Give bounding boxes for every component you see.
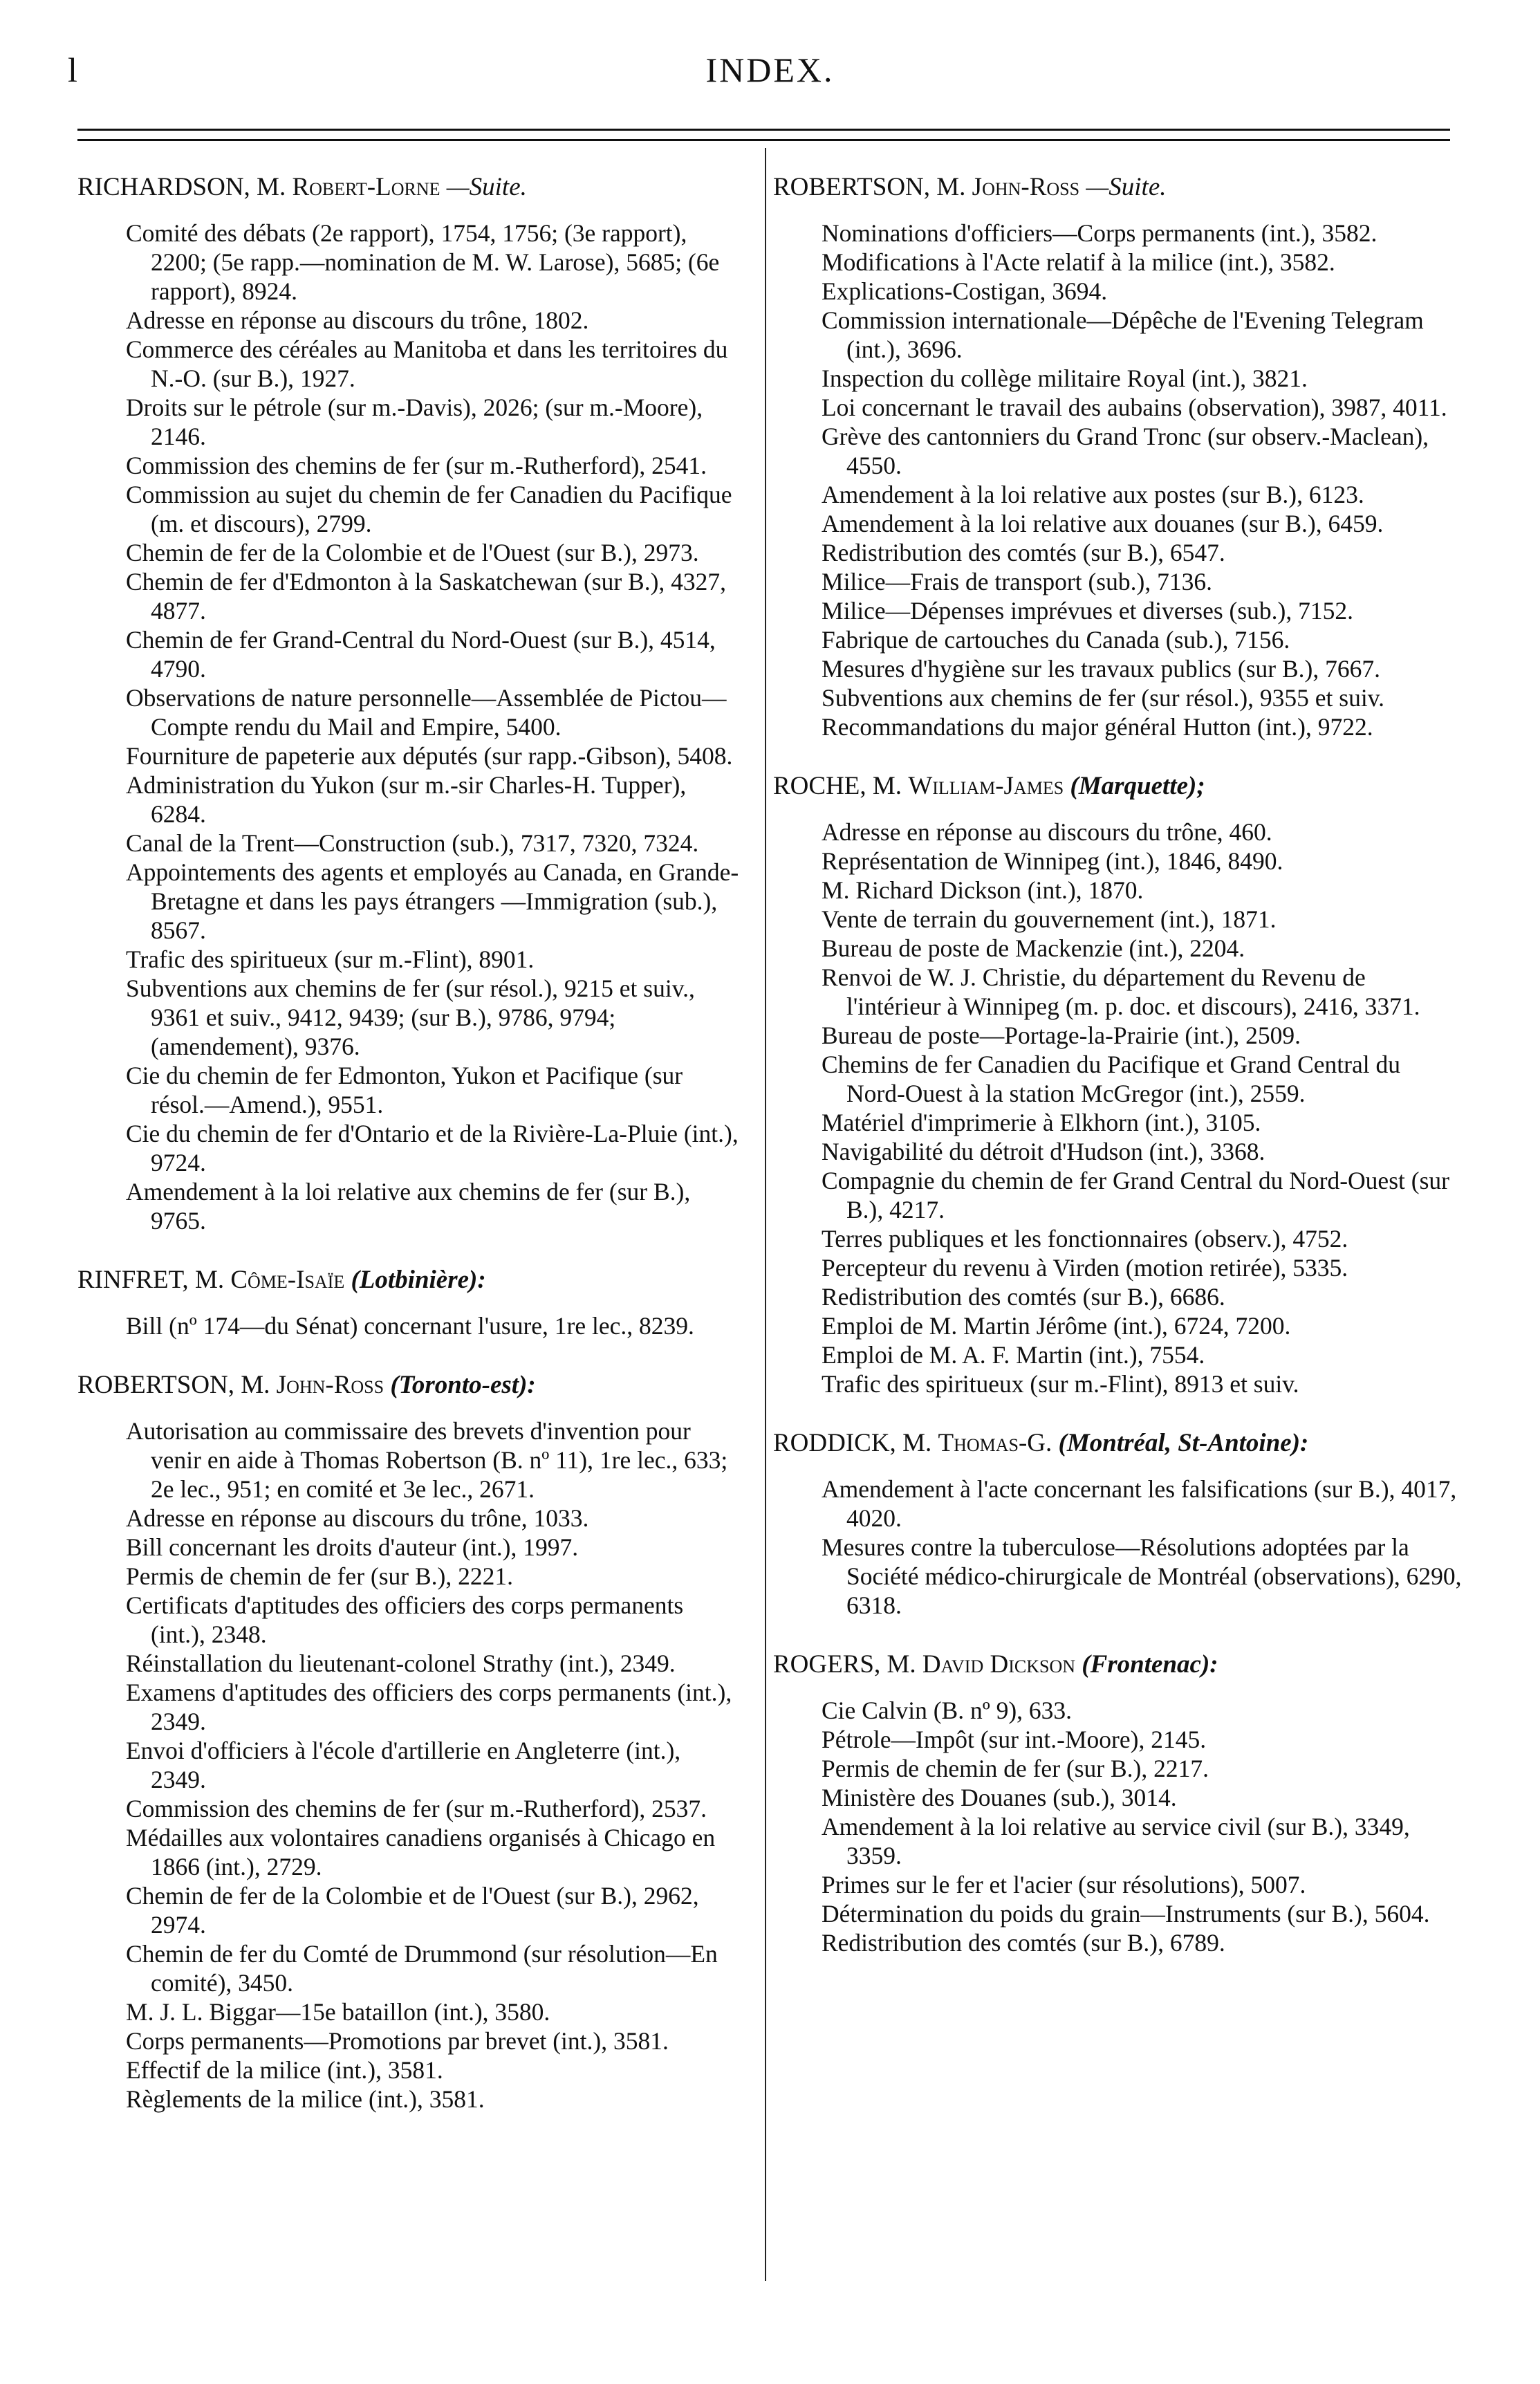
entry-given-names: David Dickson xyxy=(922,1650,1076,1679)
index-item: Recommandations du major général Hutton (int.), 9722. xyxy=(822,713,1373,741)
entry-surname: RODDICK, xyxy=(773,1429,896,1457)
index-item: Terres publiques et les fonctionnaires (observ.), 4752. xyxy=(822,1225,1348,1253)
index-item: Vente de terrain du gouvernement (int.), 1871. xyxy=(822,905,1277,933)
index-item: Inspection du collège militaire Royal (int.), 3821. xyxy=(822,364,1308,392)
right-column xyxy=(773,172,1465,1986)
index-item: Canal de la Trent—Construction (sub.), 7317, 7320, 7324. xyxy=(126,829,699,857)
index-item: Envoi d'officiers à l'école d'artillerie en Angleterre (int.), 2349. xyxy=(126,1737,681,1793)
index-entry xyxy=(77,172,741,1235)
index-item: Administration du Yukon (sur m.-sir Charles-H. Tupper), 6284. xyxy=(126,771,687,828)
index-item: Chemin de fer du Comté de Drummond (sur résolution—En comité), 3450. xyxy=(126,1940,718,1997)
index-item: Chemin de fer d'Edmonton à la Saskatchewan (sur B.), 4327, 4877. xyxy=(126,568,727,625)
index-item: Permis de chemin de fer (sur B.), 2217. xyxy=(822,1755,1209,1782)
index-item: Amendement à l'acte concernant les falsifications (sur B.), 4017, 4020. xyxy=(822,1475,1457,1532)
index-entry xyxy=(773,1427,1465,1620)
index-item: Loi concernant le travail des aubains (observation), 3987, 4011. xyxy=(822,394,1447,421)
index-item: Compagnie du chemin de fer Grand Central du Nord-Ouest (sur B.), 4217. xyxy=(822,1167,1449,1223)
index-item: Milice—Frais de transport (sub.), 7136. xyxy=(822,568,1212,595)
entry-title: M. xyxy=(257,173,286,201)
index-item: Navigabilité du détroit d'Hudson (int.), 3368. xyxy=(822,1138,1265,1165)
entry-title: M. xyxy=(902,1429,932,1457)
entry-given-names: Côme-Isaïe xyxy=(230,1266,345,1294)
index-item: Trafic des spiritueux (sur m.-Flint), 8901. xyxy=(126,945,535,973)
index-item: Amendement à la loi relative aux douanes (sur B.), 6459. xyxy=(822,510,1384,537)
index-item: Permis de chemin de fer (sur B.), 2221. xyxy=(126,1562,513,1590)
entry-suffix: —Suite. xyxy=(1086,173,1167,201)
entry-constituency: (Marquette); xyxy=(1070,772,1205,800)
index-item: Autorisation au commissaire des brevets d'invention pour venir en aide à Thomas Robertson (B. nº 11), 1re lec., 633; 2e lec., 951; en comité et 3e lec., 2671. xyxy=(126,1417,728,1503)
index-item: Détermination du poids du grain—Instruments (sur B.), 5604. xyxy=(822,1900,1430,1928)
index-item: Adresse en réponse au discours du trône, 460. xyxy=(822,818,1272,846)
index-item: Primes sur le fer et l'acier (sur résolutions), 5007. xyxy=(822,1871,1306,1898)
entry-constituency: (Frontenac): xyxy=(1082,1650,1218,1679)
entry-title: M. xyxy=(194,1266,225,1294)
index-item: Adresse en réponse au discours du trône, 1033. xyxy=(126,1504,589,1532)
index-item: Grève des cantonniers du Grand Tronc (sur observ.-Maclean), 4550. xyxy=(822,423,1429,479)
index-item: Amendement à la loi relative au service civil (sur B.), 3349, 3359. xyxy=(822,1813,1410,1869)
index-entry xyxy=(773,1649,1465,1957)
entry-surname: ROGERS, xyxy=(773,1650,881,1679)
index-item: Certificats d'aptitudes des officiers des corps permanents (int.), 2348. xyxy=(126,1591,684,1648)
index-item: Droits sur le pétrole (sur m.-Davis), 2026; (sur m.-Moore), 2146. xyxy=(126,394,703,450)
index-item: Réinstallation du lieutenant-colonel Strathy (int.), 2349. xyxy=(126,1650,676,1677)
entry-surname: ROBERTSON, xyxy=(773,173,931,201)
index-item: Explications-Costigan, 3694. xyxy=(822,277,1108,305)
entry-constituency: (Lotbinière): xyxy=(351,1266,486,1294)
index-item: Médailles aux volontaires canadiens organisés à Chicago en 1866 (int.), 2729. xyxy=(126,1824,716,1881)
entry-heading xyxy=(77,172,741,203)
entry-heading xyxy=(77,1369,741,1401)
entry-constituency: (Montréal, St-Antoine): xyxy=(1058,1429,1309,1457)
index-item: Milice—Dépenses imprévues et diverses (sub.), 7152. xyxy=(822,597,1353,625)
entry-suffix: —Suite. xyxy=(446,173,527,201)
index-item: Redistribution des comtés (sur B.), 6789. xyxy=(822,1929,1225,1957)
index-item: Mesures contre la tuberculose—Résolutions adoptées par la Société médico-chirurgicale de Montréal (observations), 6290, 6318. xyxy=(822,1533,1462,1619)
index-item: M. J. L. Biggar—15e bataillon (int.), 3580. xyxy=(126,1998,550,2026)
index-item: Matériel d'imprimerie à Elkhorn (int.), 3105. xyxy=(822,1109,1261,1136)
index-item: Adresse en réponse au discours du trône, 1802. xyxy=(126,306,589,334)
entry-heading xyxy=(773,1427,1465,1459)
header-rule-top xyxy=(77,129,1450,131)
entry-given-names: Robert-Lorne xyxy=(292,173,440,201)
entry-heading xyxy=(773,1649,1465,1681)
index-item: Subventions aux chemins de fer (sur résol.), 9215 et suiv., 9361 et suiv., 9412, 9439; (sur B.), 9786, 9794; (amendement), 9376. xyxy=(126,974,695,1060)
entry-heading xyxy=(773,770,1465,802)
entry-heading xyxy=(773,172,1465,203)
index-item: Commission des chemins de fer (sur m.-Rutherford), 2541. xyxy=(126,452,707,479)
index-item: Observations de nature personnelle—Assemblée de Pictou—Compte rendu du Mail and Empire, 5400. xyxy=(126,684,727,741)
index-item: Cie du chemin de fer Edmonton, Yukon et Pacifique (sur résol.—Amend.), 9551. xyxy=(126,1062,683,1118)
index-item: Amendement à la loi relative aux chemins de fer (sur B.), 9765. xyxy=(126,1178,691,1235)
index-item: Fabrique de cartouches du Canada (sub.), 7156. xyxy=(822,626,1290,654)
index-item: Nominations d'officiers—Corps permanents (int.), 3582. xyxy=(822,219,1377,247)
page-title: INDEX. xyxy=(705,50,835,89)
index-item: Commission des chemins de fer (sur m.-Rutherford), 2537. xyxy=(126,1795,707,1822)
index-item: Emploi de M. Martin Jérôme (int.), 6724, 7200. xyxy=(822,1312,1291,1340)
left-column xyxy=(77,172,741,2143)
index-item: Chemin de fer de la Colombie et de l'Ouest (sur B.), 2973. xyxy=(126,539,699,566)
index-item: Effectif de la milice (int.), 3581. xyxy=(126,2056,443,2084)
index-item: Trafic des spiritueux (sur m.-Flint), 8913 et suiv. xyxy=(822,1370,1299,1398)
entry-given-names: William-James xyxy=(908,772,1064,800)
column-divider xyxy=(765,148,766,2281)
index-item: Bill (nº 174—du Sénat) concernant l'usure, 1re lec., 8239. xyxy=(126,1312,694,1340)
index-item: Redistribution des comtés (sur B.), 6547. xyxy=(822,539,1225,566)
entry-surname: RINFRET, xyxy=(77,1266,189,1294)
entry-surname: RICHARDSON, xyxy=(77,173,250,201)
entry-surname: ROBERTSON, xyxy=(77,1371,235,1399)
index-item: Bureau de poste de Mackenzie (int.), 2204. xyxy=(822,934,1245,962)
index-item: Ministère des Douanes (sub.), 3014. xyxy=(822,1784,1177,1811)
index-item: Chemin de fer Grand-Central du Nord-Ouest (sur B.), 4514, 4790. xyxy=(126,626,716,683)
index-item: Chemins de fer Canadien du Pacifique et Grand Central du Nord-Ouest à la station McGregor (int.), 2559. xyxy=(822,1051,1400,1107)
entry-title: M. xyxy=(872,772,902,800)
index-entry xyxy=(773,770,1465,1398)
index-item: Corps permanents—Promotions par brevet (int.), 3581. xyxy=(126,2027,669,2055)
header-rule-bottom xyxy=(77,139,1450,141)
entry-constituency: (Toronto-est): xyxy=(390,1371,536,1399)
index-entry xyxy=(773,172,1465,741)
index-item: Modifications à l'Acte relatif à la milice (int.), 3582. xyxy=(822,248,1335,276)
entry-title: M. xyxy=(887,1650,916,1679)
index-entry xyxy=(77,1264,741,1340)
index-item: Amendement à la loi relative aux postes (sur B.), 6123. xyxy=(822,481,1364,508)
index-item: Redistribution des comtés (sur B.), 6686. xyxy=(822,1283,1225,1311)
index-item: Emploi de M. A. F. Martin (int.), 7554. xyxy=(822,1341,1205,1369)
index-item: Renvoi de W. J. Christie, du département du Revenu de l'intérieur à Winnipeg (m. p. doc. et discours), 2416, 3371. xyxy=(822,963,1420,1020)
index-item: Fourniture de papeterie aux députés (sur rapp.-Gibson), 5408. xyxy=(126,742,733,770)
page-number: l xyxy=(68,50,77,89)
index-item: Pétrole—Impôt (sur int.-Moore), 2145. xyxy=(822,1726,1207,1753)
index-item: M. Richard Dickson (int.), 1870. xyxy=(822,876,1144,904)
index-item: Commission au sujet du chemin de fer Canadien du Pacifique (m. et discours), 2799. xyxy=(126,481,732,537)
index-item: Appointements des agents et employés au Canada, en Grande-Bretagne et dans les pays étrangers —Immigration (sub.), 8567. xyxy=(126,858,739,944)
index-entry xyxy=(77,1369,741,2114)
entry-title: M. xyxy=(936,173,966,201)
index-item: Percepteur du revenu à Virden (motion retirée), 5335. xyxy=(822,1254,1348,1282)
index-item: Comité des débats (2e rapport), 1754, 1756; (3e rapport), 2200; (5e rapp.—nomination de M. W. Larose), 5685; (6e rapport), 8924. xyxy=(126,219,720,305)
entry-title: M. xyxy=(241,1371,270,1399)
index-item: Commission internationale—Dépêche de l'Evening Telegram (int.), 3696. xyxy=(822,306,1424,363)
entry-surname: ROCHE, xyxy=(773,772,866,800)
index-item: Chemin de fer de la Colombie et de l'Ouest (sur B.), 2962, 2974. xyxy=(126,1882,699,1939)
entry-given-names: Thomas-G. xyxy=(938,1429,1052,1457)
index-item: Règlements de la milice (int.), 3581. xyxy=(126,2085,485,2113)
index-item: Subventions aux chemins de fer (sur résol.), 9355 et suiv. xyxy=(822,684,1385,712)
index-item: Commerce des céréales au Manitoba et dans les territoires du N.-O. (sur B.), 1927. xyxy=(126,335,728,392)
entry-given-names: John-Ross xyxy=(276,1371,384,1399)
index-item: Bureau de poste—Portage-la-Prairie (int.), 2509. xyxy=(822,1022,1301,1049)
index-item: Examens d'aptitudes des officiers des corps permanents (int.), 2349. xyxy=(126,1679,732,1735)
entry-heading xyxy=(77,1264,741,1296)
index-item: Cie du chemin de fer d'Ontario et de la Rivière-La-Pluie (int.), 9724. xyxy=(126,1120,739,1176)
index-item: Cie Calvin (B. nº 9), 633. xyxy=(822,1697,1073,1724)
index-item: Mesures d'hygiène sur les travaux publics (sur B.), 7667. xyxy=(822,655,1380,683)
entry-given-names: John-Ross xyxy=(972,173,1080,201)
index-item: Bill concernant les droits d'auteur (int.), 1997. xyxy=(126,1533,579,1561)
index-item: Représentation de Winnipeg (int.), 1846, 8490. xyxy=(822,847,1283,875)
